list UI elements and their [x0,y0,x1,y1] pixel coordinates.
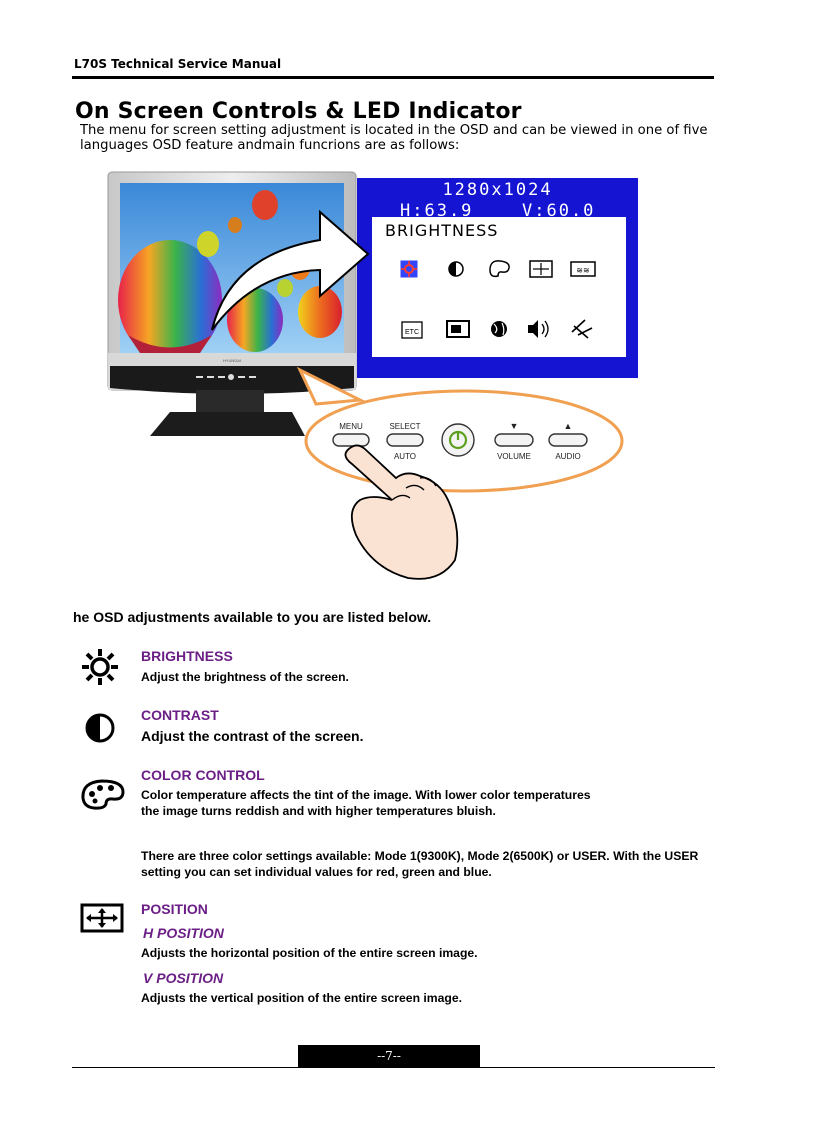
svg-text:ETC: ETC [405,329,419,336]
audio-button-label: AUDIO [555,452,581,461]
page-title: On Screen Controls & LED Indicator [75,99,522,124]
footer-rule [72,1067,715,1068]
v-position-title: V POSITION [143,970,224,986]
color-palette-icon [80,778,126,810]
svg-text:≋≋: ≋≋ [576,266,590,275]
color-control-title: COLOR CONTROL [141,767,265,783]
brightness-desc: Adjust the brightness of the screen. [141,670,349,684]
auto-button-label: AUTO [393,452,417,461]
v-position-desc: Adjusts the vertical position of the entire screen image. [141,991,463,1005]
svg-text:HYUNDAI: HYUNDAI [222,358,242,363]
contrast-desc: Adjust the contrast of the screen. [141,728,364,744]
position-title: POSITION [141,901,208,917]
up-arrow-label: ▲ [563,421,573,431]
select-button-shape[interactable] [387,434,423,446]
osd-menu-label: BRIGHTNESS [385,221,499,240]
contrast-icon [84,712,116,744]
osd-h-freq: H:63.9 [400,201,474,221]
intro-text: The menu for screen setting adjustment is located in the OSD and can be viewed in one of five languages OSD feature andmain funcrions are as follows: [80,123,708,153]
brightness-icon [82,648,118,686]
color-settings-desc: There are three color settings available: Mode 1(9300K), Mode 2(6500K) or USER. With the USER setting you can set individual values for red, green and blue. [141,849,699,879]
osd-resolution: 1280x1024 [442,180,553,200]
down-arrow-label: ▼ [509,421,519,431]
contrast-title: CONTRAST [141,707,219,723]
menu-button-label: MENU [339,422,363,431]
volume-button-label: VOLUME [497,452,531,461]
up-button-shape[interactable] [549,434,587,446]
page-number: --7-- [298,1045,480,1068]
menu-button-shape[interactable] [333,434,369,446]
osd-v-freq: V:60.0 [522,201,596,221]
position-icon [80,903,124,933]
color-control-desc: Color temperature affects the tint of the image. With lower color temperatures the image turns reddish and with higher temperatures bluish. [141,788,591,818]
down-button-shape[interactable] [495,434,533,446]
list-intro: he OSD adjustments available to you are listed below. [73,609,432,625]
brightness-title: BRIGHTNESS [141,648,233,664]
manual-header: L70S Technical Service Manual [74,57,282,71]
h-position-desc: Adjusts the horizontal position of the entire screen image. [141,946,478,960]
select-button-label: SELECT [389,422,421,431]
h-position-title: H POSITION [143,925,224,941]
